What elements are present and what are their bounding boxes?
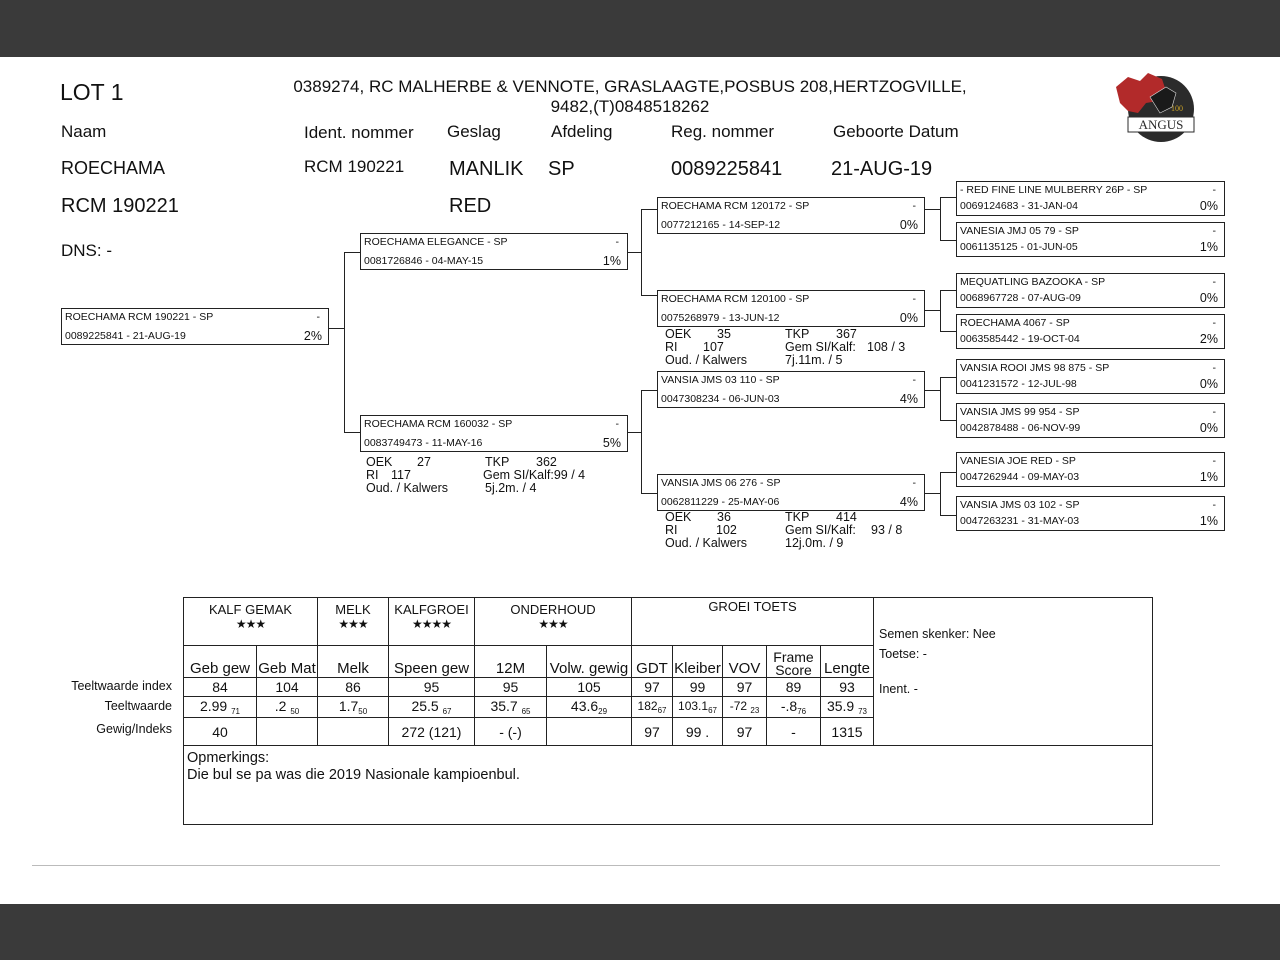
owner-details: 0389274, RC MALHERBE & VENNOTE, GRASLAAGTE,POSBUS 208,HERTZOGVILLE, 9482,(T)0848518262 bbox=[293, 77, 967, 116]
header-naam: Naam bbox=[61, 122, 107, 141]
logo-text: ANGUS bbox=[1138, 117, 1184, 132]
group-kalf-gemak: KALF GEMAK ★★★ bbox=[184, 598, 318, 646]
top-bar bbox=[0, 0, 1280, 57]
stats-sire-dam: OEK 35 TKP 367 RI 107 Gem SI/Kalf: 108 / 3 Oud. / Kalwers 7j.11m. / 5 bbox=[665, 327, 906, 367]
animal-name-2: RCM 190221 bbox=[61, 195, 179, 217]
angus-logo bbox=[1110, 67, 1200, 147]
header-geslag: Geslag bbox=[447, 122, 501, 141]
inoculation: Inent. - bbox=[879, 682, 918, 696]
animal-section: SP bbox=[548, 158, 575, 180]
teeltwaarde-row: 2.99 $_{71}$ .2 $_{50}$ $1.7_{50}$ 25.5 $_{67}$ 35.7 $_{65}$ $43.6_{29}$ $182_{67}$ $103.1_{67}$ -72 $_{23}$ $-.8_{76}$ 35.9 $_{73}$ bbox=[184, 697, 1153, 718]
bottom-bar bbox=[0, 904, 1280, 960]
header-afdeling: Afdeling bbox=[551, 122, 613, 141]
remarks-label: Opmerkings: bbox=[187, 750, 270, 766]
breeding-values-table bbox=[183, 597, 1153, 825]
index-row: 84 104 86 95 95 105 97 99 97 89 93 bbox=[184, 678, 1153, 697]
pedigree-subject: ROECHAMA RCM 190221 - SP - 0089225841 - 21-AUG-19 2% bbox=[61, 308, 329, 345]
stars-onderhoud: ★★★ bbox=[538, 617, 568, 631]
catalogue-page bbox=[0, 57, 1280, 904]
stars-melk: ★★★ bbox=[338, 617, 368, 631]
pedigree-sire-dam: ROECHAMA RCM 120100 - SP - 0075268979 - 13-JUN-12 0% bbox=[657, 290, 925, 327]
side-notes bbox=[874, 598, 1153, 746]
pedigree-dam: ROECHAMA RCM 160032 - SP - 0083749473 - 11-MAY-16 5% bbox=[360, 415, 628, 452]
animal-colour: RED bbox=[449, 195, 492, 217]
page-divider bbox=[32, 865, 1220, 866]
group-groei-toets: GROEI TOETS bbox=[632, 598, 874, 646]
animal-sex: MANLIK bbox=[449, 158, 524, 180]
column-headers: Geb gew Geb Mat Melk Speen gew 12M Volw. gewig GDT Kleiber VOV Frame Score Lengte bbox=[184, 646, 1153, 678]
logo-badge: 100 bbox=[1171, 104, 1183, 113]
stars-kalf: ★★★ bbox=[235, 617, 266, 631]
pedigree-dam-dam: VANSIA JMS 06 276 - SP - 0062811229 - 25-MAY-06 4% bbox=[657, 474, 925, 511]
gewig-indeks-row: 40 272 (121) - (-) 97 99 . 97 - 1315 bbox=[184, 718, 1153, 746]
remarks bbox=[184, 746, 1153, 825]
row-label-gewig: Gewig/Indeks bbox=[96, 722, 172, 736]
pedigree-gg-2: VANESIA JMJ 05 79 - SP - 0061135125 - 01-JUN-05 1% bbox=[956, 222, 1225, 257]
pedigree-sire: ROECHAMA ELEGANCE - SP - 0081726846 - 04-MAY-15 1% bbox=[360, 233, 628, 270]
row-label-index: Teeltwaarde index bbox=[71, 679, 172, 693]
pedigree-sire-sire: ROECHAMA RCM 120172 - SP - 0077212165 - 14-SEP-12 0% bbox=[657, 197, 925, 234]
pedigree-gg-4: ROECHAMA 4067 - SP - 0063585442 - 19-OCT-04 2% bbox=[956, 314, 1225, 349]
pedigree-gg-6: VANSIA JMS 99 954 - SP - 0042878488 - 06-NOV-99 0% bbox=[956, 403, 1225, 438]
remarks-text: Die bul se pa was die 2019 Nasionale kampioenbul. bbox=[187, 767, 520, 783]
animal-reg: 0089225841 bbox=[671, 158, 783, 180]
pedigree-gg-3: MEQUATLING BAZOOKA - SP - 0068967728 - 07-AUG-09 0% bbox=[956, 273, 1225, 308]
stars-kalfgroei: ★★★★ bbox=[411, 617, 452, 631]
header-ident: Ident. nommer bbox=[304, 123, 414, 142]
pedigree-gg-7: VANESIA JOE RED - SP - 0047262944 - 09-MAY-03 1% bbox=[956, 452, 1225, 487]
tests: Toetse: - bbox=[879, 647, 927, 661]
pedigree-dam-sire: VANSIA JMS 03 110 - SP - 0047308234 - 06-JUN-03 4% bbox=[657, 371, 925, 408]
stats-dam: OEK 27 TKP 362 RI 117 Gem SI/Kalf:99 / 4 Oud. / Kalwers 5j.2m. / 4 bbox=[366, 455, 586, 495]
group-kalfgroei: KALFGROEI ★★★★ bbox=[389, 598, 475, 646]
animal-birthdate: 21-AUG-19 bbox=[831, 158, 933, 180]
semen-donor: Semen skenker: Nee bbox=[879, 627, 996, 641]
animal-name: ROECHAMA bbox=[61, 158, 166, 178]
dns-status: DNS: - bbox=[61, 241, 112, 260]
lot-number: LOT 1 bbox=[60, 79, 124, 105]
header-geboorte: Geboorte Datum bbox=[833, 122, 959, 141]
stats-dam-dam: OEK 36 TKP 414 RI 102 Gem SI/Kalf: 93 / 8 Oud. / Kalwers 12j.0m. / 9 bbox=[665, 510, 903, 550]
pedigree-gg-5: VANSIA ROOI JMS 98 875 - SP - 0041231572 - 12-JUL-98 0% bbox=[956, 359, 1225, 394]
pedigree-gg-8: VANSIA JMS 03 102 - SP - 0047263231 - 31-MAY-03 1% bbox=[956, 496, 1225, 531]
header-reg: Reg. nommer bbox=[671, 122, 774, 141]
group-onderhoud: ONDERHOUD ★★★ bbox=[475, 598, 632, 646]
row-label-teeltwaarde: Teeltwaarde bbox=[104, 699, 172, 713]
animal-ident: RCM 190221 bbox=[304, 157, 405, 176]
group-melk: MELK ★★★ bbox=[318, 598, 389, 646]
pedigree-gg-1: - RED FINE LINE MULBERRY 26P - SP - 0069124683 - 31-JAN-04 0% bbox=[956, 181, 1225, 216]
